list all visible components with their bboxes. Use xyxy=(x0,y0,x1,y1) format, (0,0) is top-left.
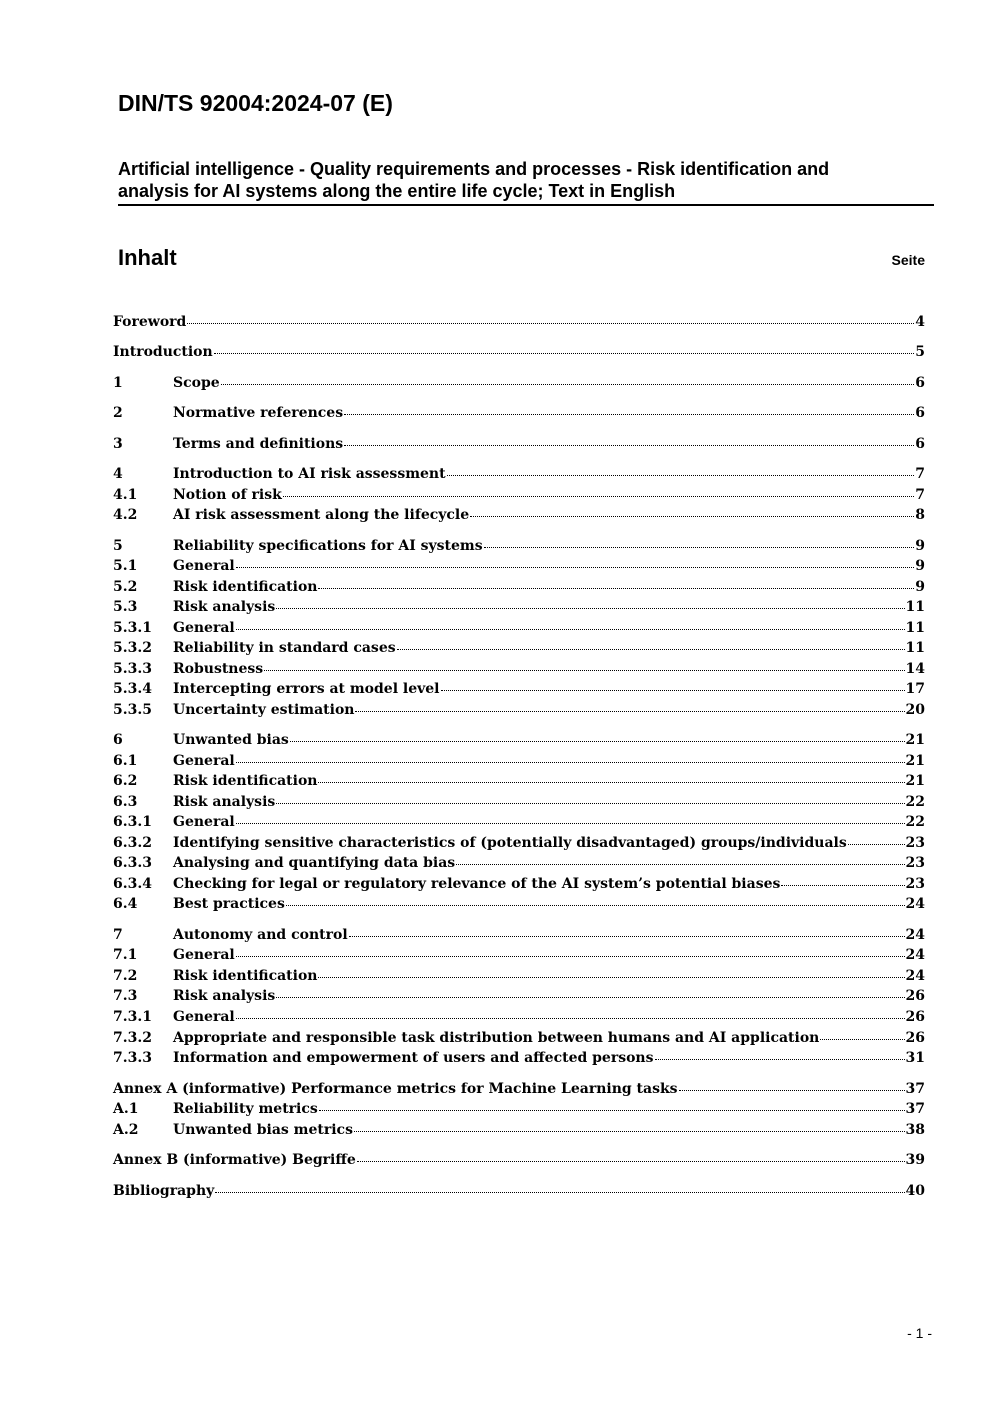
toc-dot-leader xyxy=(236,629,905,630)
toc-entry-title: AI risk assessment along the lifecycle xyxy=(173,507,470,523)
toc-entry-title: General xyxy=(173,558,235,574)
toc-entry-page: 9 xyxy=(915,558,925,574)
subtitle-line-2: analysis for AI systems along the entire life cycle; Text in English xyxy=(118,181,676,201)
toc-dot-leader xyxy=(318,977,904,978)
toc-entry[interactable] xyxy=(113,597,925,617)
toc-entry-page: 22 xyxy=(905,794,925,810)
toc-entry-number: 3 xyxy=(113,436,123,452)
toc-entry-title: Autonomy and control xyxy=(173,927,348,943)
toc-dot-leader xyxy=(319,1110,905,1111)
toc-entry[interactable] xyxy=(113,966,925,986)
toc-entry-number: 7.3 xyxy=(113,988,138,1004)
toc-entry-page: 26 xyxy=(905,988,925,1004)
toc-entry[interactable] xyxy=(113,556,925,576)
toc-dot-leader xyxy=(355,711,904,712)
toc-entry-page: 11 xyxy=(905,599,925,615)
toc-entry-page: 22 xyxy=(905,814,925,830)
toc-entry-page: 14 xyxy=(905,661,925,677)
toc-entry-title: Terms and definitions xyxy=(173,436,344,452)
toc-entry-title: Normative references xyxy=(173,405,344,421)
toc-entry-page: 26 xyxy=(905,1009,925,1025)
toc-entry-number: 6.3 xyxy=(113,794,138,810)
toc-entry-page: 24 xyxy=(905,896,925,912)
toc-entry[interactable] xyxy=(113,792,925,812)
toc-page-column-label: Seite xyxy=(891,252,925,268)
toc-entry-title: Reliability specifications for AI systems xyxy=(173,538,483,554)
toc-entry-number: 5.2 xyxy=(113,579,138,595)
toc-dot-leader xyxy=(484,547,915,548)
toc-entry[interactable] xyxy=(113,485,925,505)
toc-entry[interactable] xyxy=(113,342,925,362)
toc-entry-number: 5.3.2 xyxy=(113,640,152,656)
toc-entry-title: Reliability in standard cases xyxy=(173,640,396,656)
toc-entry-page: 21 xyxy=(905,773,925,789)
toc-entry-title: General xyxy=(173,947,235,963)
toc-entry-title: General xyxy=(173,620,235,636)
toc-entry-title: Risk identification xyxy=(173,968,318,984)
toc-entry[interactable] xyxy=(113,1079,925,1099)
toc-dot-leader xyxy=(848,844,905,845)
toc-entry[interactable] xyxy=(113,659,925,679)
toc-dot-leader xyxy=(276,608,904,609)
toc-entry-title: Annex B (informative) Begriffe xyxy=(113,1152,356,1168)
toc-entry[interactable] xyxy=(113,853,925,873)
toc-entry-title: Identifying sensitive characteristics of (potentially disadvantaged) groups/individuals xyxy=(173,835,847,851)
toc-entry[interactable] xyxy=(113,874,925,894)
toc-entry[interactable] xyxy=(113,945,925,965)
toc-entry-page: 7 xyxy=(915,487,925,503)
toc-entry[interactable] xyxy=(113,812,925,832)
toc-entry-title: Checking for legal or regulatory relevance of the AI system’s potential biases xyxy=(173,876,781,892)
toc-dot-leader xyxy=(215,1192,904,1193)
toc-entry-page: 11 xyxy=(905,620,925,636)
toc-dot-leader xyxy=(236,1018,905,1019)
toc-entry-number: 5 xyxy=(113,538,123,554)
toc-entry[interactable] xyxy=(113,1048,925,1068)
toc-entry-number: 6.3.3 xyxy=(113,855,152,871)
toc-entry-page: 40 xyxy=(905,1183,925,1199)
toc-dot-leader xyxy=(236,823,905,824)
toc-entry-number: 4.2 xyxy=(113,507,138,523)
toc-dot-leader xyxy=(357,1161,905,1162)
toc-entry-title: Notion of risk xyxy=(173,487,282,503)
toc-entry-number: 5.3.4 xyxy=(113,681,152,697)
toc-entry-page: 24 xyxy=(905,947,925,963)
toc-dot-leader xyxy=(290,741,905,742)
toc-dot-leader xyxy=(318,588,914,589)
toc-entry-page: 20 xyxy=(905,702,925,718)
toc-dot-leader xyxy=(236,567,915,568)
toc-dot-leader xyxy=(781,885,904,886)
toc-dot-leader xyxy=(276,997,904,998)
toc-entry[interactable] xyxy=(113,312,925,332)
toc-entry-title: Information and empowerment of users and affected persons xyxy=(173,1050,654,1066)
toc-entry-number: 6.1 xyxy=(113,753,138,769)
toc-dot-leader xyxy=(264,670,904,671)
toc-entry-page: 5 xyxy=(915,344,925,360)
toc-entry-page: 37 xyxy=(905,1101,925,1117)
toc-entry-title: Foreword xyxy=(113,314,187,330)
toc-entry-title: Uncertainty estimation xyxy=(173,702,355,718)
toc-entry-page: 17 xyxy=(905,681,925,697)
toc-entry-title: Reliability metrics xyxy=(173,1101,318,1117)
toc-entry-title: Unwanted bias xyxy=(173,732,289,748)
toc-heading: Inhalt xyxy=(118,245,177,270)
toc-entry-page: 6 xyxy=(915,405,925,421)
toc-entry-number: 4.1 xyxy=(113,487,138,503)
toc-entry[interactable] xyxy=(113,638,925,658)
toc-entry-title: Intercepting errors at model level xyxy=(173,681,440,697)
toc-entry[interactable] xyxy=(113,373,925,393)
toc-entry-number: 5.3 xyxy=(113,599,138,615)
page-number: - 1 - xyxy=(907,1325,932,1341)
toc-entry-title: Scope xyxy=(173,375,220,391)
toc-entry[interactable] xyxy=(113,505,925,525)
toc-entry-page: 6 xyxy=(915,375,925,391)
toc-entry-page: 7 xyxy=(915,466,925,482)
toc-dot-leader xyxy=(344,414,914,415)
toc-entry-title: Risk analysis xyxy=(173,599,276,615)
toc-entry-title: Robustness xyxy=(173,661,264,677)
toc-dot-leader xyxy=(214,353,915,354)
toc-entry[interactable] xyxy=(113,618,925,638)
toc-dot-leader xyxy=(283,496,914,497)
toc-entry-title: Introduction xyxy=(113,344,213,360)
toc-entry-page: 21 xyxy=(905,753,925,769)
toc-entry-page: 23 xyxy=(905,855,925,871)
toc-entry-number: A.1 xyxy=(113,1101,139,1117)
toc-entry-page: 9 xyxy=(915,538,925,554)
toc-entry[interactable] xyxy=(113,925,925,945)
toc-entry-page: 39 xyxy=(905,1152,925,1168)
toc-entry-number: 6.4 xyxy=(113,896,138,912)
toc-entry-page: 9 xyxy=(915,579,925,595)
toc-entry[interactable] xyxy=(113,464,925,484)
toc-dot-leader xyxy=(236,956,905,957)
toc-dot-leader xyxy=(441,690,905,691)
toc-entry[interactable] xyxy=(113,577,925,597)
toc-entry-number: 7.3.1 xyxy=(113,1009,152,1025)
toc-entry[interactable] xyxy=(113,730,925,750)
toc-entry-number: 5.3.3 xyxy=(113,661,152,677)
toc-entry-title: General xyxy=(173,814,235,830)
toc-entry-number: 7.3.3 xyxy=(113,1050,152,1066)
toc-entry-number: 6.3.1 xyxy=(113,814,152,830)
toc-entry-title: Risk identification xyxy=(173,773,318,789)
toc-dot-leader xyxy=(349,936,905,937)
toc-entry-number: A.2 xyxy=(113,1122,139,1138)
toc-entry[interactable] xyxy=(113,833,925,853)
toc-entry[interactable] xyxy=(113,771,925,791)
toc-dot-leader xyxy=(820,1039,904,1040)
toc-entry[interactable] xyxy=(113,1099,925,1119)
toc-entry-title: Appropriate and responsible task distribution between humans and AI application xyxy=(173,1030,820,1046)
toc-entry-number: 6.3.4 xyxy=(113,876,152,892)
toc-dot-leader xyxy=(655,1059,905,1060)
document-id: DIN/TS 92004:2024-07 (E) xyxy=(118,90,393,116)
toc-entry-title: Bibliography xyxy=(113,1183,215,1199)
toc-dot-leader xyxy=(354,1131,905,1132)
toc-dot-leader xyxy=(447,475,915,476)
toc-entry[interactable] xyxy=(113,679,925,699)
toc-entry-number: 6.2 xyxy=(113,773,138,789)
toc-entry[interactable] xyxy=(113,1181,925,1201)
toc-entry-title: Unwanted bias metrics xyxy=(173,1122,353,1138)
toc-entry-page: 21 xyxy=(905,732,925,748)
toc-dot-leader xyxy=(679,1090,905,1091)
toc-entry[interactable] xyxy=(113,1028,925,1048)
toc-dot-leader xyxy=(397,649,905,650)
toc-dot-leader xyxy=(456,864,904,865)
toc-entry-page: 24 xyxy=(905,927,925,943)
toc-entry-page: 6 xyxy=(915,436,925,452)
toc-entry[interactable] xyxy=(113,700,925,720)
toc-entry-page: 24 xyxy=(905,968,925,984)
toc-entry-title: General xyxy=(173,753,235,769)
toc-dot-leader xyxy=(236,762,905,763)
toc-entry-number: 7 xyxy=(113,927,123,943)
toc-entry[interactable] xyxy=(113,536,925,556)
toc-entry-number: 7.3.2 xyxy=(113,1030,152,1046)
toc-dot-leader xyxy=(470,516,914,517)
toc-entry[interactable] xyxy=(113,986,925,1006)
toc-dot-leader xyxy=(187,323,914,324)
toc-entry-number: 6 xyxy=(113,732,123,748)
toc-entry-number: 5.3.1 xyxy=(113,620,152,636)
toc-entry[interactable] xyxy=(113,1150,925,1170)
toc-entry-page: 38 xyxy=(905,1122,925,1138)
toc-entry-page: 8 xyxy=(915,507,925,523)
toc-entry-page: 23 xyxy=(905,876,925,892)
toc-entry-page: 4 xyxy=(915,314,925,330)
toc-dot-leader xyxy=(318,782,904,783)
toc-entry[interactable] xyxy=(113,894,925,914)
toc-entry-number: 6.3.2 xyxy=(113,835,152,851)
toc-entry[interactable] xyxy=(113,751,925,771)
toc-entry[interactable] xyxy=(113,1120,925,1140)
toc-entry-page: 37 xyxy=(905,1081,925,1097)
toc-dot-leader xyxy=(286,905,905,906)
toc-entry[interactable] xyxy=(113,1007,925,1027)
toc-dot-leader xyxy=(276,803,904,804)
toc-entry-title: Best practices xyxy=(173,896,285,912)
toc-entry-title: Analysing and quantifying data bias xyxy=(173,855,456,871)
toc-entry-page: 23 xyxy=(905,835,925,851)
toc-entry-number: 7.1 xyxy=(113,947,138,963)
toc-entry-title: Risk identification xyxy=(173,579,318,595)
toc-entry-number: 7.2 xyxy=(113,968,138,984)
toc-entry-page: 26 xyxy=(905,1030,925,1046)
document-subtitle xyxy=(118,158,934,206)
toc-entry-title: Introduction to AI risk assessment xyxy=(173,466,446,482)
toc-entry-page: 31 xyxy=(905,1050,925,1066)
toc-entry[interactable] xyxy=(113,434,925,454)
toc-entry-page: 11 xyxy=(905,640,925,656)
toc-entry-title: Risk analysis xyxy=(173,988,276,1004)
toc-entry-number: 5.1 xyxy=(113,558,138,574)
toc-entry[interactable] xyxy=(113,403,925,423)
toc-entry-number: 5.3.5 xyxy=(113,702,152,718)
subtitle-line-1: Artificial intelligence - Quality requirements and processes - Risk identification and xyxy=(118,159,830,179)
toc-entry-number: 4 xyxy=(113,466,123,482)
toc-dot-leader xyxy=(344,445,914,446)
toc-entry-title: Annex A (informative) Performance metrics for Machine Learning tasks xyxy=(113,1081,678,1097)
toc-entry-title: General xyxy=(173,1009,235,1025)
toc-dot-leader xyxy=(221,384,915,385)
toc-entry-number: 1 xyxy=(113,375,123,391)
toc-entry-title: Risk analysis xyxy=(173,794,276,810)
toc-entry-number: 2 xyxy=(113,405,123,421)
